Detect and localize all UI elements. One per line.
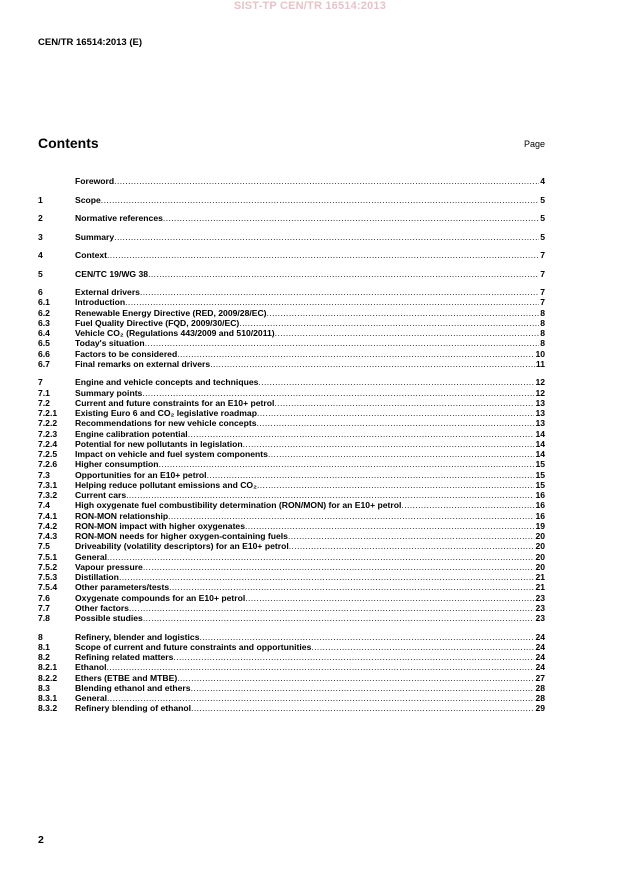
dot-leader — [119, 572, 535, 582]
toc-entry-number: 8.3.2 — [38, 703, 58, 714]
toc-entry-page: 12 — [535, 377, 545, 388]
toc-entry-page: 20 — [535, 561, 545, 572]
toc-entry-title: Summary — [75, 231, 115, 242]
toc-entry[interactable] — [38, 328, 545, 338]
toc-entry-title: Today's situation — [75, 338, 145, 349]
toc-entry-number: 6 — [38, 287, 43, 297]
toc-entry-number: 7.5.3 — [38, 572, 58, 582]
dot-leader — [173, 652, 534, 662]
toc-entry[interactable] — [38, 232, 545, 242]
dot-leader — [245, 593, 534, 603]
toc-entry[interactable] — [38, 287, 545, 297]
toc-entry-title: Context — [75, 250, 107, 260]
toc-entry[interactable] — [38, 213, 545, 223]
toc-entry-number: 7.4.1 — [38, 510, 58, 521]
toc-entry-title: Impact on vehicle and fuel system components — [75, 449, 268, 459]
toc-entry[interactable] — [38, 662, 545, 672]
dot-leader — [243, 439, 535, 449]
toc-entry-page: 14 — [535, 438, 545, 449]
dot-leader — [163, 213, 539, 223]
toc-entry-page: 8 — [540, 317, 545, 328]
toc-entry[interactable] — [38, 195, 545, 205]
toc-entry[interactable] — [38, 377, 545, 387]
toc-entry-number: 6.4 — [38, 328, 50, 338]
toc-entry-title: Summary points — [75, 387, 143, 398]
toc-entry-title: Refining related matters — [75, 652, 174, 662]
toc-entry[interactable] — [38, 582, 545, 592]
toc-entry-number: 7.3 — [38, 469, 50, 480]
toc-entry-page: 16 — [535, 490, 545, 500]
toc-entry-number: 7.2.3 — [38, 428, 58, 439]
toc-entry-number: 6.6 — [38, 348, 50, 359]
toc-entry-page: 28 — [535, 682, 545, 693]
toc-entry-title: Current and future constraints for an E10+ petrol — [75, 397, 275, 408]
toc-entry[interactable] — [38, 673, 545, 683]
dot-leader — [199, 632, 534, 642]
toc-entry[interactable] — [38, 642, 545, 652]
toc-entry-page: 5 — [540, 231, 545, 242]
dot-leader — [148, 269, 539, 279]
toc-entry-number: 6.7 — [38, 358, 50, 369]
toc-entry-page: 13 — [535, 408, 545, 418]
toc-entry-title: Opportunities for an E10+ petrol — [75, 469, 207, 480]
toc-entry[interactable] — [38, 318, 545, 328]
toc-entry-page: 21 — [535, 572, 545, 582]
dot-leader — [239, 318, 539, 328]
dot-leader — [177, 349, 534, 359]
toc-entry-page: 24 — [535, 662, 545, 673]
toc-entry-title: RON-MON impact with higher oxygenates — [75, 520, 245, 531]
dot-leader — [267, 308, 540, 318]
dot-leader — [274, 398, 534, 408]
toc-entry-title: Scope — [75, 194, 101, 205]
toc-entry[interactable] — [38, 652, 545, 662]
dot-leader — [257, 480, 535, 490]
dot-leader — [257, 408, 534, 418]
toc-entry-number: 7.5.4 — [38, 582, 58, 593]
toc-entry[interactable] — [38, 593, 545, 603]
toc-entry[interactable] — [38, 703, 545, 713]
toc-entry[interactable] — [38, 541, 545, 551]
toc-entry-title: Factors to be considered — [75, 348, 178, 359]
toc-entry-page: 14 — [535, 449, 545, 459]
toc-entry[interactable] — [38, 449, 545, 459]
toc-entry-number: 7.6 — [38, 592, 50, 603]
toc-entry-number: 6.1 — [38, 297, 50, 308]
toc-entry-page: 7 — [540, 287, 545, 297]
toc-entry-number: 8.1 — [38, 641, 50, 652]
toc-entry-title: Potential for new pollutants in legislation — [75, 438, 243, 449]
page-column-label: Page — [523, 139, 545, 149]
toc-entry-page: 29 — [535, 703, 545, 714]
toc-entry-number: 7 — [38, 377, 43, 388]
toc-entry-page: 4 — [540, 176, 545, 186]
dot-leader — [275, 328, 540, 338]
toc-entry[interactable] — [38, 470, 545, 480]
toc-entry[interactable] — [38, 388, 545, 398]
toc-entry-title: Other factors — [75, 602, 129, 613]
contents-heading: Contents — [38, 135, 99, 151]
toc-entry[interactable] — [38, 552, 545, 562]
toc-entry-page: 13 — [535, 397, 545, 408]
toc-entry-number: 7.5 — [38, 541, 50, 552]
toc-entry-title: Vehicle CO₂ (Regulations 443/2009 and 510/2011) — [75, 328, 275, 338]
dot-leader — [159, 459, 535, 469]
dot-leader — [169, 582, 534, 592]
toc-entry-page: 19 — [535, 520, 545, 531]
document-id: CEN/TR 16514:2013 (E) — [38, 37, 143, 48]
toc-entry-page: 12 — [535, 387, 545, 398]
toc-entry-title: Blending ethanol and ethers — [75, 682, 191, 693]
dot-leader — [145, 338, 540, 348]
toc-entry-title: Refinery, blender and logistics — [75, 631, 200, 642]
toc-entry[interactable] — [38, 269, 545, 279]
toc-entry[interactable] — [38, 521, 545, 531]
toc-entry[interactable] — [38, 418, 545, 428]
toc-entry[interactable] — [38, 176, 545, 186]
toc-entry-page: 15 — [535, 459, 545, 470]
toc-entry[interactable] — [38, 398, 545, 408]
toc-entry-page: 16 — [535, 510, 545, 521]
toc-entry-page: 24 — [535, 641, 545, 652]
toc-entry-title: Ethanol — [75, 662, 107, 673]
toc-entry[interactable] — [38, 511, 545, 521]
toc-entry-title: Existing Euro 6 and CO₂ legislative roadmap — [75, 408, 257, 418]
dot-leader — [125, 297, 539, 307]
dot-leader — [107, 693, 534, 703]
dot-leader — [401, 500, 534, 510]
toc-entry-page: 15 — [535, 469, 545, 480]
toc-entry-title: Higher consumption — [75, 459, 159, 470]
toc-entry-title: RON-MON needs for higher oxygen-containing fuels — [75, 531, 288, 541]
toc-entry-page: 21 — [535, 582, 545, 593]
toc-entry-page: 24 — [535, 631, 545, 642]
dot-leader — [143, 562, 535, 572]
toc-entry-title: Possible studies — [75, 613, 143, 623]
toc-entry-page: 8 — [540, 328, 545, 338]
toc-entry[interactable] — [38, 683, 545, 693]
toc-entry-page: 24 — [535, 652, 545, 662]
toc-entry[interactable] — [38, 693, 545, 703]
toc-entry[interactable] — [38, 250, 545, 260]
dot-leader — [311, 642, 534, 652]
toc-entry-page: 5 — [540, 213, 545, 223]
toc-entry-number: 7.2.6 — [38, 459, 58, 470]
toc-entry-page: 7 — [540, 268, 545, 279]
toc-entry-title: High oxygenate fuel combustibility determination (RON/MON) for an E10+ petrol — [75, 500, 402, 511]
toc-entry[interactable] — [38, 429, 545, 439]
dot-leader — [268, 449, 535, 459]
toc-entry-number: 7.5.2 — [38, 561, 58, 572]
toc-entry-title: Vapour pressure — [75, 561, 143, 572]
toc-entry-number: 6.2 — [38, 307, 50, 318]
dot-leader — [289, 541, 535, 551]
toc-entry-number: 7.2.1 — [38, 408, 58, 418]
dot-leader — [256, 418, 534, 428]
toc-entry-title: Foreword — [75, 176, 115, 186]
toc-entry-title: Driveability (volatility descriptors) for an E10+ petrol — [75, 541, 289, 552]
dot-leader — [143, 613, 535, 623]
toc-entry[interactable] — [38, 297, 545, 307]
dot-leader — [188, 429, 535, 439]
toc-entry-number: 8.3 — [38, 682, 50, 693]
toc-entry-number: 7.3.2 — [38, 490, 58, 500]
toc-entry-title: General — [75, 693, 108, 703]
toc-entry[interactable] — [38, 613, 545, 623]
toc-entry-page: 23 — [535, 613, 545, 623]
toc-entry[interactable] — [38, 338, 545, 348]
toc-entry-number: 5 — [38, 268, 43, 279]
toc-entry-title: External drivers — [75, 287, 140, 297]
dot-leader — [168, 511, 534, 521]
toc-entry-title: Final remarks on external drivers — [75, 358, 211, 369]
toc-entry[interactable] — [38, 349, 545, 359]
toc-entry-title: CEN/TC 19/WG 38 — [75, 268, 149, 279]
dot-leader — [191, 683, 535, 693]
dot-leader — [107, 662, 535, 672]
toc-entry-number: 2 — [38, 213, 43, 223]
toc-entry-number: 8.2.2 — [38, 672, 58, 683]
toc-entry[interactable] — [38, 500, 545, 510]
toc-entry-page: 23 — [535, 592, 545, 603]
toc-entry-title: Helping reduce pollutant emissions and CO₂ — [75, 479, 257, 490]
toc-entry[interactable] — [38, 408, 545, 418]
toc-entry-page: 16 — [535, 500, 545, 511]
toc-entry-number: 4 — [38, 250, 43, 260]
toc-entry-page: 14 — [535, 428, 545, 439]
dot-leader — [177, 673, 534, 683]
dot-leader — [207, 470, 535, 480]
toc-entry-number: 6.5 — [38, 338, 50, 349]
toc-entry[interactable] — [38, 480, 545, 490]
toc-entry-number: 7.2.4 — [38, 438, 58, 449]
toc-entry-page: 13 — [535, 418, 545, 429]
dot-leader — [258, 377, 534, 387]
toc-entry-number: 6.3 — [38, 317, 50, 328]
toc-entry-title: Normative references — [75, 213, 163, 223]
toc-entry-title: Engine calibration potential — [75, 428, 188, 439]
toc-entry-page: 8 — [540, 307, 545, 318]
toc-entry-number: 7.1 — [38, 387, 50, 398]
toc-entry-title: Renewable Energy Directive (RED, 2009/28/EC) — [75, 307, 267, 318]
toc-entry[interactable] — [38, 308, 545, 318]
dot-leader — [101, 195, 539, 205]
toc-entry-page: 10 — [535, 348, 545, 359]
toc-entry-title: Current cars — [75, 490, 127, 500]
dot-leader — [107, 552, 534, 562]
toc-entry-number: 7.4 — [38, 500, 50, 511]
dot-leader — [114, 176, 539, 186]
dot-leader — [126, 490, 534, 500]
watermark-text: SIST-TP CEN/TR 16514:2013 — [233, 0, 387, 12]
toc-entry-number: 7.2 — [38, 397, 50, 408]
toc-entry-title: Other parameters/tests — [75, 582, 170, 593]
toc-entry-title: Distillation — [75, 572, 119, 582]
toc-entry-page: 5 — [540, 194, 545, 205]
toc-entry-title: Recommendations for new vehicle concepts — [75, 418, 257, 429]
toc-entry[interactable] — [38, 531, 545, 541]
toc-entry-page: 23 — [535, 602, 545, 613]
dot-leader — [114, 232, 539, 242]
toc-entry-number: 7.2.5 — [38, 449, 58, 459]
page-number: 2 — [38, 834, 44, 846]
toc-entry[interactable] — [38, 632, 545, 642]
toc-entry-page: 7 — [540, 250, 545, 260]
toc-entry-number: 7.7 — [38, 602, 50, 613]
dot-leader — [288, 531, 534, 541]
toc-entry-page: 28 — [535, 693, 545, 703]
dot-leader — [129, 603, 534, 613]
toc-entry-title: General — [75, 551, 108, 562]
toc-entry[interactable] — [38, 562, 545, 572]
toc-entry-number: 7.5.1 — [38, 551, 58, 562]
dot-leader — [245, 521, 534, 531]
toc-entry-number: 8.2.1 — [38, 662, 58, 673]
toc-entry-page: 20 — [535, 551, 545, 562]
toc-entry-page: 20 — [535, 541, 545, 552]
dot-leader — [210, 359, 535, 369]
toc-entry-title: Ethers (ETBE and MTBE) — [75, 672, 178, 683]
toc-entry[interactable] — [38, 572, 545, 582]
toc-entry[interactable] — [38, 490, 545, 500]
toc-entry-title: Oxygenate compounds for an E10+ petrol — [75, 592, 246, 603]
toc-entry-title: Refinery blending of ethanol — [75, 703, 192, 714]
dot-leader — [107, 250, 539, 260]
toc-entry-number: 7.8 — [38, 613, 50, 623]
toc-entry-number: 7.4.2 — [38, 520, 58, 531]
toc-entry-page: 11 — [535, 358, 545, 369]
toc-entry-title: Scope of current and future constraints and opportunities — [75, 641, 312, 652]
toc-entry-number: 7.4.3 — [38, 531, 58, 541]
table-of-contents — [38, 176, 545, 714]
toc-entry-title: Fuel Quality Directive (FQD, 2009/30/EC) — [75, 317, 240, 328]
toc-entry[interactable] — [38, 459, 545, 469]
toc-entry[interactable] — [38, 439, 545, 449]
toc-entry[interactable] — [38, 603, 545, 613]
toc-entry-number: 1 — [38, 194, 43, 205]
toc-entry-number: 3 — [38, 231, 43, 242]
dot-leader — [191, 703, 534, 713]
toc-entry-title: Introduction — [75, 297, 126, 308]
toc-entry-number: 7.3.1 — [38, 479, 58, 490]
dot-leader — [142, 388, 534, 398]
toc-entry-page: 7 — [540, 297, 545, 308]
toc-entry-page: 8 — [540, 338, 545, 349]
toc-entry-page: 20 — [535, 531, 545, 541]
toc-entry-title: RON-MON relationship — [75, 510, 169, 521]
toc-entry-page: 15 — [535, 479, 545, 490]
toc-entry-number: 8 — [38, 631, 43, 642]
toc-entry-number: 7.2.2 — [38, 418, 58, 429]
toc-entry-page: 27 — [535, 672, 545, 683]
toc-entry-number: 8.3.1 — [38, 693, 58, 703]
toc-entry[interactable] — [38, 359, 545, 369]
dot-leader — [140, 287, 539, 297]
toc-entry-number: 8.2 — [38, 652, 50, 662]
toc-entry-title: Engine and vehicle concepts and techniques — [75, 377, 259, 388]
